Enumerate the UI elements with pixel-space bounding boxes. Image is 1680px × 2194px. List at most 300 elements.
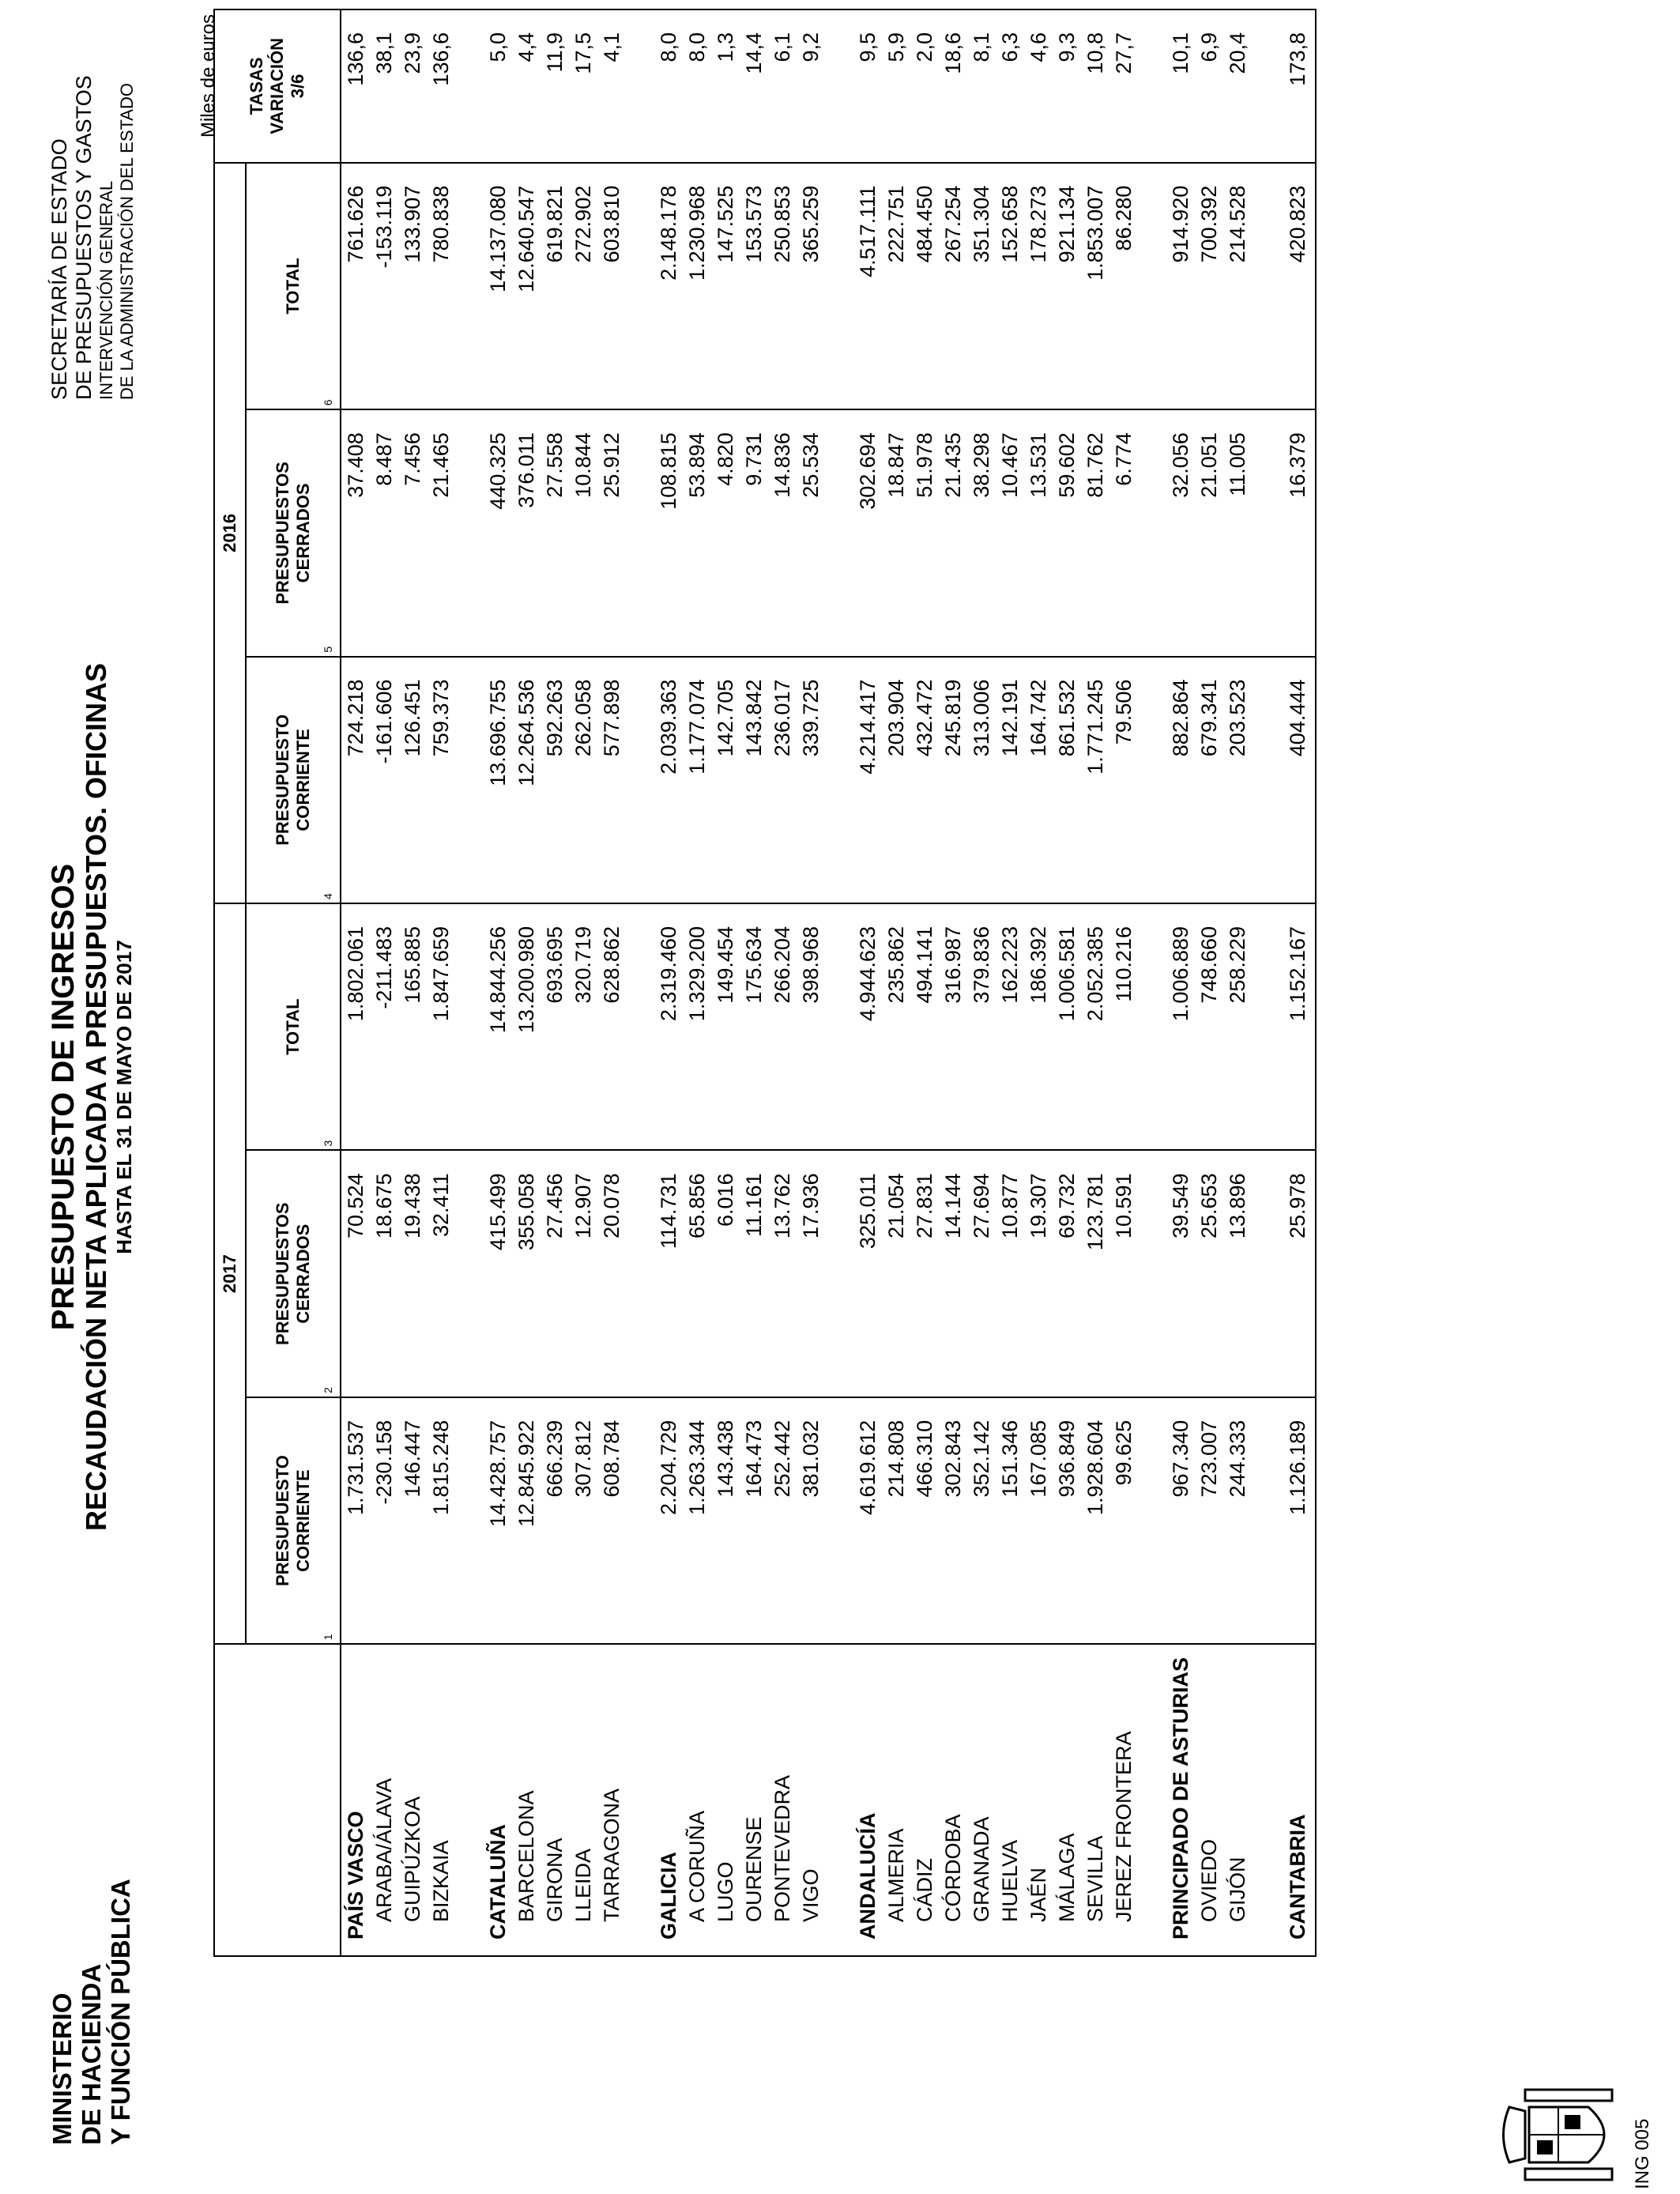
spacer-cell: [825, 1150, 853, 1397]
office-row: [597, 9, 626, 1956]
value-cell: 17,5: [569, 9, 597, 163]
office-row: [1109, 9, 1138, 1956]
spacer-row: [825, 9, 853, 1956]
form-code: ING 005: [1632, 2118, 1653, 2189]
office-name: CATALUÑA: [484, 1644, 512, 1956]
col-number: 4: [322, 893, 334, 900]
table-header: [214, 9, 341, 1956]
value-cell: 173,8: [1280, 9, 1316, 163]
value-cell: 14.836: [768, 409, 797, 656]
spacer-cell: [455, 409, 484, 656]
value-cell: 376.011: [512, 409, 541, 656]
spacer-cell: [455, 657, 484, 903]
office-name: HUELVA: [996, 1644, 1024, 1956]
value-cell: 20.078: [597, 1150, 626, 1397]
col-header-cerrados-2017: [246, 1150, 341, 1397]
value-cell: 9,3: [1053, 9, 1081, 163]
value-cell: 14.844.256: [484, 903, 512, 1150]
value-cell: 619.821: [541, 163, 569, 409]
value-cell: 4.214.417: [853, 657, 882, 903]
value-cell: 9,2: [797, 9, 825, 163]
value-cell: 9,5: [853, 9, 882, 163]
value-cell: 27.831: [910, 1150, 939, 1397]
spacer-cell: [626, 1397, 654, 1644]
value-cell: 151.346: [996, 1397, 1024, 1644]
issuer-line-4: DE LA ADMINISTRACIÓN DEL ESTADO: [117, 83, 137, 400]
office-name: CÁDIZ: [910, 1644, 939, 1956]
office-name: MÁLAGA: [1053, 1644, 1081, 1956]
spacer-cell: [626, 9, 654, 163]
ministry-line-1: MINISTERIO: [47, 1992, 77, 2145]
value-cell: 147.525: [711, 163, 740, 409]
col-number: 1: [322, 1634, 334, 1641]
revenue-table: [213, 9, 1317, 1957]
region-row: [654, 9, 683, 1956]
value-cell: 759.373: [427, 657, 455, 903]
col-header-line: CORRIENTE: [293, 1469, 313, 1572]
office-row: [398, 9, 427, 1956]
year-2017-header: 2017: [214, 903, 246, 1644]
office-row: [797, 9, 825, 1956]
value-cell: -153.119: [370, 163, 398, 409]
value-cell: 14.428.757: [484, 1397, 512, 1644]
value-cell: 2,0: [910, 9, 939, 163]
office-row: [996, 9, 1024, 1956]
col-header-line: TOTAL: [283, 998, 303, 1055]
value-cell: 8,1: [967, 9, 996, 163]
value-cell: 32.411: [427, 1150, 455, 1397]
office-row: [1195, 9, 1223, 1956]
spacer-cell: [626, 903, 654, 1150]
value-cell: 4.517.111: [853, 163, 882, 409]
value-cell: 272.902: [569, 163, 597, 409]
value-cell: 6.016: [711, 1150, 740, 1397]
value-cell: 307.812: [569, 1397, 597, 1644]
office-name: BARCELONA: [512, 1644, 541, 1956]
spacer-cell: [825, 1644, 853, 1956]
year-2016-header: 2016: [214, 163, 246, 903]
value-cell: 14.144: [939, 1150, 967, 1397]
value-cell: 592.263: [541, 657, 569, 903]
value-cell: 351.304: [967, 163, 996, 409]
col-number: 5: [322, 646, 334, 653]
spacer-cell: [455, 1644, 484, 1956]
value-cell: 882.864: [1166, 657, 1195, 903]
value-cell: 440.325: [484, 409, 512, 656]
spacer-cell: [1138, 409, 1166, 656]
value-cell: 178.273: [1024, 163, 1053, 409]
value-cell: 398.968: [797, 903, 825, 1150]
col-header-corriente-2017: [246, 1397, 341, 1644]
value-cell: 1.263.344: [683, 1397, 711, 1644]
value-cell: 146.447: [398, 1397, 427, 1644]
col-header-line: PRESUPUESTO: [273, 714, 292, 846]
office-name: TARRAGONA: [597, 1644, 626, 1956]
spacer-cell: [825, 163, 853, 409]
office-row: [967, 9, 996, 1956]
spacer-cell: [1252, 903, 1280, 1150]
value-cell: 245.819: [939, 657, 967, 903]
value-cell: 1.815.248: [427, 1397, 455, 1644]
value-cell: 1.006.581: [1053, 903, 1081, 1150]
report-subtitle: RECAUDACIÓN NETA APLICADA A PRESUPUESTOS. OFICINAS: [80, 662, 112, 1532]
spacer-cell: [825, 1397, 853, 1644]
report-date: HASTA EL 31 DE MAYO DE 2017: [112, 940, 136, 1254]
spacer-cell: [1138, 1397, 1166, 1644]
value-cell: 13.762: [768, 1150, 797, 1397]
office-name: PRINCIPADO DE ASTURIAS: [1166, 1644, 1195, 1956]
value-cell: 12.845.922: [512, 1397, 541, 1644]
value-cell: 262.058: [569, 657, 597, 903]
spacer-row: [626, 9, 654, 1956]
value-cell: 142.705: [711, 657, 740, 903]
office-row: [512, 9, 541, 1956]
value-cell: 153.573: [740, 163, 768, 409]
value-cell: 17.936: [797, 1150, 825, 1397]
tasas-line-1: TASAS: [247, 57, 266, 115]
office-name: CÓRDOBA: [939, 1644, 967, 1956]
value-cell: 32.056: [1166, 409, 1195, 656]
region-row: [1280, 9, 1316, 1956]
value-cell: 921.134: [1053, 163, 1081, 409]
office-row: [1081, 9, 1109, 1956]
value-cell: 51.978: [910, 409, 939, 656]
value-cell: 936.849: [1053, 1397, 1081, 1644]
office-name: GUIPÚZKOA: [398, 1644, 427, 1956]
table-body: [341, 9, 1316, 1956]
value-cell: 6,1: [768, 9, 797, 163]
value-cell: 114.731: [654, 1150, 683, 1397]
spacer-cell: [1138, 657, 1166, 903]
value-cell: 162.223: [996, 903, 1024, 1150]
value-cell: 126.451: [398, 657, 427, 903]
spacer-cell: [1138, 1644, 1166, 1956]
spacer-cell: [1252, 1397, 1280, 1644]
value-cell: 143.438: [711, 1397, 740, 1644]
value-cell: 19.307: [1024, 1150, 1053, 1397]
office-name: LUGO: [711, 1644, 740, 1956]
value-cell: 494.141: [910, 903, 939, 1150]
spacer-cell: [1138, 9, 1166, 163]
col-header-line: CERRADOS: [293, 1223, 313, 1324]
value-cell: 165.885: [398, 903, 427, 1150]
office-row: [370, 9, 398, 1956]
ministry-line-2: DE HACIENDA: [77, 1963, 106, 2145]
value-cell: 4.944.623: [853, 903, 882, 1150]
value-cell: 2.148.178: [654, 163, 683, 409]
value-cell: 13.696.755: [484, 657, 512, 903]
value-cell: 628.862: [597, 903, 626, 1150]
value-cell: 25.912: [597, 409, 626, 656]
value-cell: 761.626: [341, 163, 370, 409]
value-cell: 1.731.537: [341, 1397, 370, 1644]
value-cell: 70.524: [341, 1150, 370, 1397]
value-cell: 5,0: [484, 9, 512, 163]
value-cell: 608.784: [597, 1397, 626, 1644]
spacer-cell: [626, 1150, 654, 1397]
value-cell: 258.229: [1223, 903, 1252, 1150]
issuer-line-3: INTERVENCIÓN GENERAL: [96, 180, 116, 400]
spacer-cell: [825, 9, 853, 163]
value-cell: 16.379: [1280, 409, 1316, 656]
col-number: 6: [322, 399, 334, 406]
value-cell: 37.408: [341, 409, 370, 656]
spacer-cell: [1252, 1644, 1280, 1956]
office-row: [768, 9, 797, 1956]
office-name: GIRONA: [541, 1644, 569, 1956]
report-title: PRESUPUESTO DE INGRESOS: [46, 863, 81, 1331]
value-cell: 914.920: [1166, 163, 1195, 409]
value-cell: 861.532: [1053, 657, 1081, 903]
value-cell: 27.558: [541, 409, 569, 656]
value-cell: -211.483: [370, 903, 398, 1150]
value-cell: 5,9: [882, 9, 910, 163]
region-row: [1166, 9, 1195, 1956]
value-cell: 723.007: [1195, 1397, 1223, 1644]
value-cell: 266.204: [768, 903, 797, 1150]
value-cell: 1.928.604: [1081, 1397, 1109, 1644]
issuer-line-1: SECRETARÍA DE ESTADO: [47, 138, 71, 400]
office-row: [1053, 9, 1081, 1956]
value-cell: 11,9: [541, 9, 569, 163]
value-cell: 27.694: [967, 1150, 996, 1397]
spacer-cell: [1252, 163, 1280, 409]
value-cell: 10.591: [1109, 1150, 1138, 1397]
value-cell: 142.191: [996, 657, 1024, 903]
value-cell: 355.058: [512, 1150, 541, 1397]
issuer-line-2: DE PRESUPUESTOS Y GASTOS: [72, 75, 96, 400]
value-cell: 149.454: [711, 903, 740, 1150]
spacer-cell: [1138, 1150, 1166, 1397]
spacer-cell: [455, 1150, 484, 1397]
spacer-cell: [1138, 903, 1166, 1150]
value-cell: 99.625: [1109, 1397, 1138, 1644]
value-cell: -161.606: [370, 657, 398, 903]
spacer-cell: [455, 1397, 484, 1644]
value-cell: 136,6: [341, 9, 370, 163]
office-name: OURENSE: [740, 1644, 768, 1956]
value-cell: 10.844: [569, 409, 597, 656]
value-cell: 222.751: [882, 163, 910, 409]
value-cell: 700.392: [1195, 163, 1223, 409]
value-cell: 316.987: [939, 903, 967, 1150]
value-cell: 10,8: [1081, 9, 1109, 163]
value-cell: 666.239: [541, 1397, 569, 1644]
value-cell: 79.506: [1109, 657, 1138, 903]
office-row: [910, 9, 939, 1956]
value-cell: 9.731: [740, 409, 768, 656]
value-cell: 244.333: [1223, 1397, 1252, 1644]
value-cell: 1.177.074: [683, 657, 711, 903]
region-row: [484, 9, 512, 1956]
col-header-line: PRESUPUESTOS: [273, 462, 292, 605]
value-cell: 967.340: [1166, 1397, 1195, 1644]
col-header-corriente-2016: [246, 657, 341, 903]
office-name: OVIEDO: [1195, 1644, 1223, 1956]
value-cell: 420.823: [1280, 163, 1316, 409]
office-name: SEVILLA: [1081, 1644, 1109, 1956]
issuer-block: [47, 75, 137, 400]
spacer-cell: [1252, 657, 1280, 903]
value-cell: 1.771.245: [1081, 657, 1109, 903]
value-cell: 2.319.460: [654, 903, 683, 1150]
value-cell: 133.907: [398, 163, 427, 409]
value-cell: 1.847.659: [427, 903, 455, 1150]
office-name: JEREZ FRONTERA: [1109, 1644, 1138, 1956]
value-cell: 25.978: [1280, 1150, 1316, 1397]
value-cell: -230.158: [370, 1397, 398, 1644]
value-cell: 12.264.536: [512, 657, 541, 903]
col-header-line: PRESUPUESTO: [273, 1455, 292, 1587]
office-column-header: [214, 1644, 341, 1956]
value-cell: 186.392: [1024, 903, 1053, 1150]
value-cell: 214.808: [882, 1397, 910, 1644]
value-cell: 65.856: [683, 1150, 711, 1397]
tasas-line-3: 3/6: [288, 74, 307, 99]
value-cell: 1.853.007: [1081, 163, 1109, 409]
office-name: CANTABRIA: [1280, 1644, 1316, 1956]
value-cell: 12.907: [569, 1150, 597, 1397]
value-cell: 18.847: [882, 409, 910, 656]
value-cell: 10.467: [996, 409, 1024, 656]
office-name: VIGO: [797, 1644, 825, 1956]
office-name: GRANADA: [967, 1644, 996, 1956]
value-cell: 313.006: [967, 657, 996, 903]
office-name: BIZKAIA: [427, 1644, 455, 1956]
value-cell: 415.499: [484, 1150, 512, 1397]
value-cell: 679.341: [1195, 657, 1223, 903]
tasas-header: [214, 9, 341, 163]
value-cell: 164.742: [1024, 657, 1053, 903]
value-cell: 6,3: [996, 9, 1024, 163]
spacer-cell: [825, 657, 853, 903]
spacer-cell: [626, 409, 654, 656]
value-cell: 780.838: [427, 163, 455, 409]
office-row: [683, 9, 711, 1956]
value-cell: 10,1: [1166, 9, 1195, 163]
col-header-line: CORRIENTE: [293, 729, 313, 831]
spacer-row: [1252, 9, 1280, 1956]
value-cell: 108.815: [654, 409, 683, 656]
spacer-row: [455, 9, 484, 1956]
value-cell: 39.549: [1166, 1150, 1195, 1397]
value-cell: 14,4: [740, 9, 768, 163]
office-row: [882, 9, 910, 1956]
value-cell: 379.836: [967, 903, 996, 1150]
spacer-cell: [825, 409, 853, 656]
spacer-cell: [1138, 163, 1166, 409]
value-cell: 603.810: [597, 163, 626, 409]
value-cell: 252.442: [768, 1397, 797, 1644]
value-cell: 38,1: [370, 9, 398, 163]
col-number: 2: [322, 1387, 334, 1393]
col-header-total-2017: [246, 903, 341, 1150]
value-cell: 577.898: [597, 657, 626, 903]
spacer-cell: [626, 163, 654, 409]
value-cell: 4,1: [597, 9, 626, 163]
value-cell: 10.877: [996, 1150, 1024, 1397]
value-cell: 466.310: [910, 1397, 939, 1644]
value-cell: 69.732: [1053, 1150, 1081, 1397]
value-cell: 1.230.968: [683, 163, 711, 409]
value-cell: 381.032: [797, 1397, 825, 1644]
value-cell: 2.039.363: [654, 657, 683, 903]
value-cell: 21.435: [939, 409, 967, 656]
value-cell: 8,0: [654, 9, 683, 163]
spacer-row: [1138, 9, 1166, 1956]
value-cell: 236.017: [768, 657, 797, 903]
value-cell: 136,6: [427, 9, 455, 163]
office-row: [1223, 9, 1252, 1956]
value-cell: 20,4: [1223, 9, 1252, 163]
value-cell: 6.774: [1109, 409, 1138, 656]
spacer-cell: [626, 1644, 654, 1956]
value-cell: 38.298: [967, 409, 996, 656]
spacer-cell: [455, 163, 484, 409]
value-cell: 4,6: [1024, 9, 1053, 163]
office-row: [939, 9, 967, 1956]
value-cell: 203.523: [1223, 657, 1252, 903]
value-cell: 23,9: [398, 9, 427, 163]
value-cell: 81.762: [1081, 409, 1109, 656]
office-row: [569, 9, 597, 1956]
value-cell: 27.456: [541, 1150, 569, 1397]
office-name: ANDALUCÍA: [853, 1644, 882, 1956]
office-row: [1024, 9, 1053, 1956]
spacer-cell: [825, 903, 853, 1150]
value-cell: 152.658: [996, 163, 1024, 409]
col-header-line: PRESUPUESTOS: [273, 1202, 292, 1345]
value-cell: 18.675: [370, 1150, 398, 1397]
value-cell: 302.843: [939, 1397, 967, 1644]
value-cell: 19.438: [398, 1150, 427, 1397]
value-cell: 27,7: [1109, 9, 1138, 163]
value-cell: 143.842: [740, 657, 768, 903]
value-cell: 6,9: [1195, 9, 1223, 163]
value-cell: 325.011: [853, 1150, 882, 1397]
value-cell: 1.802.061: [341, 903, 370, 1150]
value-cell: 18,6: [939, 9, 967, 163]
spacer-cell: [1252, 409, 1280, 656]
value-cell: 53.894: [683, 409, 711, 656]
value-cell: 250.853: [768, 163, 797, 409]
value-cell: 320.719: [569, 903, 597, 1150]
value-cell: 214.528: [1223, 163, 1252, 409]
office-name: GIJÓN: [1223, 1644, 1252, 1956]
value-cell: 352.142: [967, 1397, 996, 1644]
office-name: ARABA/ÁLAVA: [370, 1644, 398, 1956]
value-cell: 1,3: [711, 9, 740, 163]
value-cell: 235.862: [882, 903, 910, 1150]
office-name: GALICIA: [654, 1644, 683, 1956]
value-cell: 404.444: [1280, 657, 1316, 903]
value-cell: 339.725: [797, 657, 825, 903]
value-cell: 7.456: [398, 409, 427, 656]
office-row: [711, 9, 740, 1956]
value-cell: 21.054: [882, 1150, 910, 1397]
coat-of-arms-icon: [1501, 2083, 1636, 2186]
value-cell: 21.051: [1195, 409, 1223, 656]
col-number: 3: [322, 1140, 334, 1147]
value-cell: 13.531: [1024, 409, 1053, 656]
value-cell: 25.653: [1195, 1150, 1223, 1397]
office-row: [740, 9, 768, 1956]
value-cell: 13.200.980: [512, 903, 541, 1150]
spacer-cell: [455, 9, 484, 163]
value-cell: 8,0: [683, 9, 711, 163]
value-cell: 748.660: [1195, 903, 1223, 1150]
office-name: ALMERIA: [882, 1644, 910, 1956]
